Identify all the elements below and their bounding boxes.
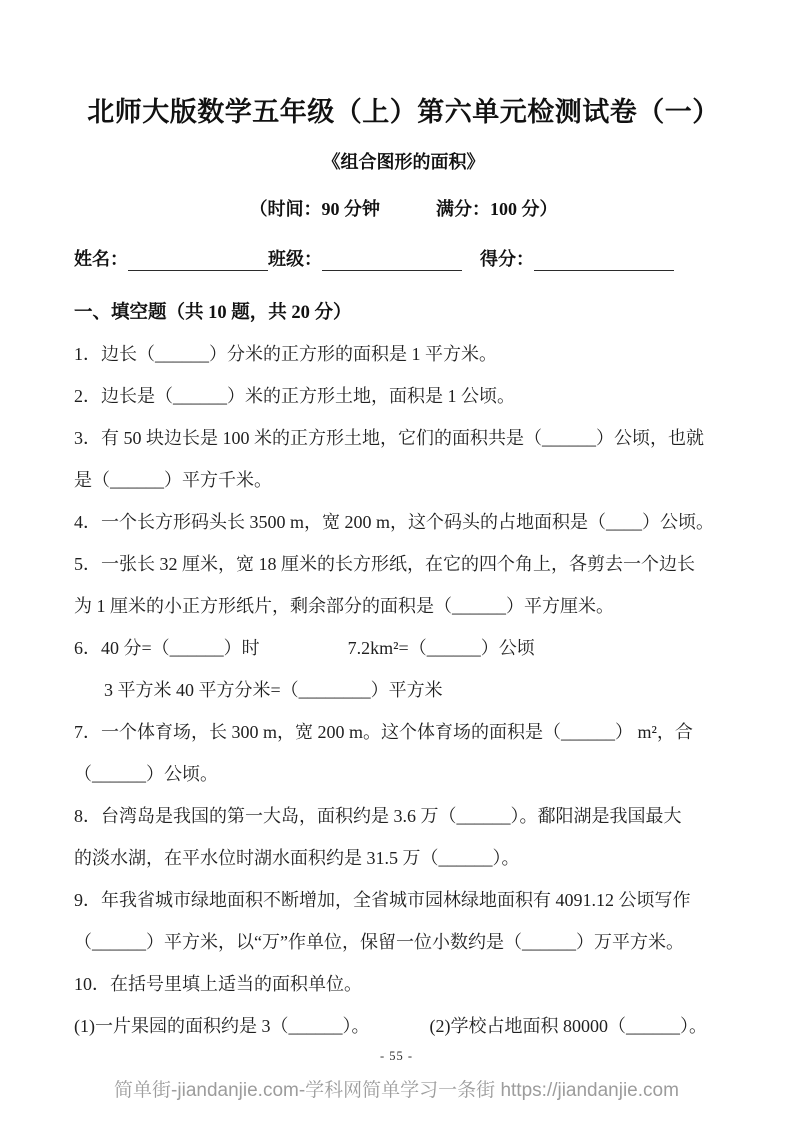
question-6-part-b: 7.2km²=（______）公顷 [347, 637, 535, 658]
question-10: 10．在括号里填上适当的面积单位。 [74, 973, 362, 994]
question-10-sub-row [74, 1005, 733, 1047]
exam-time-label: （时间：90 分钟 [249, 198, 380, 219]
question-8-line-1: 8．台湾岛是我国的第一大岛，面积约是 3.6 万（______）。鄱阳湖是我国最大 [74, 805, 682, 826]
page-number: - 55 - [379, 1049, 414, 1063]
exam-score-label: 满分：100 分） [436, 198, 558, 219]
question-10-sub-2: (2)学校占地面积 80000（______）。 [429, 1015, 707, 1036]
class-blank-field[interactable] [322, 249, 462, 271]
question-3-line-2: 是（______）平方千米。 [74, 469, 272, 490]
class-label: 班级： [268, 248, 322, 269]
question-4: 4．一个长方形码头长 3500 m，宽 200 m，这个码头的占地面积是（____）公顷。 [74, 511, 714, 532]
question-5-line-2: 为 1 厘米的小正方形纸片，剩余部分的面积是（______）平方厘米。 [74, 595, 614, 616]
question-6-part-a: 6．40 分=（______）时 [74, 637, 260, 658]
section-heading-fill-in: 一、填空题（共 10 题，共 20 分） [74, 302, 352, 323]
question-6-line-2: 3 平方米 40 平方分米=（________）平方米 [104, 679, 443, 700]
question-3-line-1: 3．有 50 块边长是 100 米的正方形土地，它们的面积共是（______）公顷，也就 [74, 427, 704, 448]
student-info-row [74, 245, 733, 271]
name-label: 姓名： [74, 248, 128, 269]
question-5-line-1: 5．一张长 32 厘米，宽 18 厘米的长方形纸，在它的四个角上，各剪去一个边长 [74, 553, 695, 574]
question-7-line-1: 7．一个体育场，长 300 m，宽 200 m。这个体育场的面积是（______） m²，合 [74, 721, 693, 742]
exam-info-row [74, 195, 733, 221]
question-list [74, 333, 733, 1047]
score-blank-field[interactable] [534, 249, 674, 271]
question-6-row [74, 627, 733, 669]
question-2: 2．边长是（______）米的正方形土地，面积是 1 公顷。 [74, 385, 515, 406]
question-7-line-2: （______）公顷。 [74, 763, 218, 784]
question-1: 1．边长（______）分米的正方形的面积是 1 平方米。 [74, 343, 497, 364]
footer-watermark-link[interactable]: 简单街-jiandanjie.com-学科网简单学习一条街 https://jiandanjie.com [114, 1080, 679, 1101]
page-title: 北师大版数学五年级（上）第六单元检测试卷（一） [87, 97, 720, 127]
question-8-line-2: 的淡水湖，在平水位时湖水面积约是 31.5 万（______）。 [74, 847, 520, 868]
question-9-line-1: 9．年我省城市绿地面积不断增加，全省城市园林绿地面积有 4091.12 公顷写作 [74, 889, 691, 910]
question-10-sub-1: (1)一片果园的面积约是 3（______）。 [74, 1015, 370, 1036]
page-subtitle: 《组合图形的面积》 [322, 151, 485, 172]
question-9-line-2: （______）平方米，以“万”作单位，保留一位小数约是（______）万平方米。 [74, 931, 684, 952]
score-label: 得分： [480, 248, 534, 269]
name-blank-field[interactable] [128, 249, 268, 271]
